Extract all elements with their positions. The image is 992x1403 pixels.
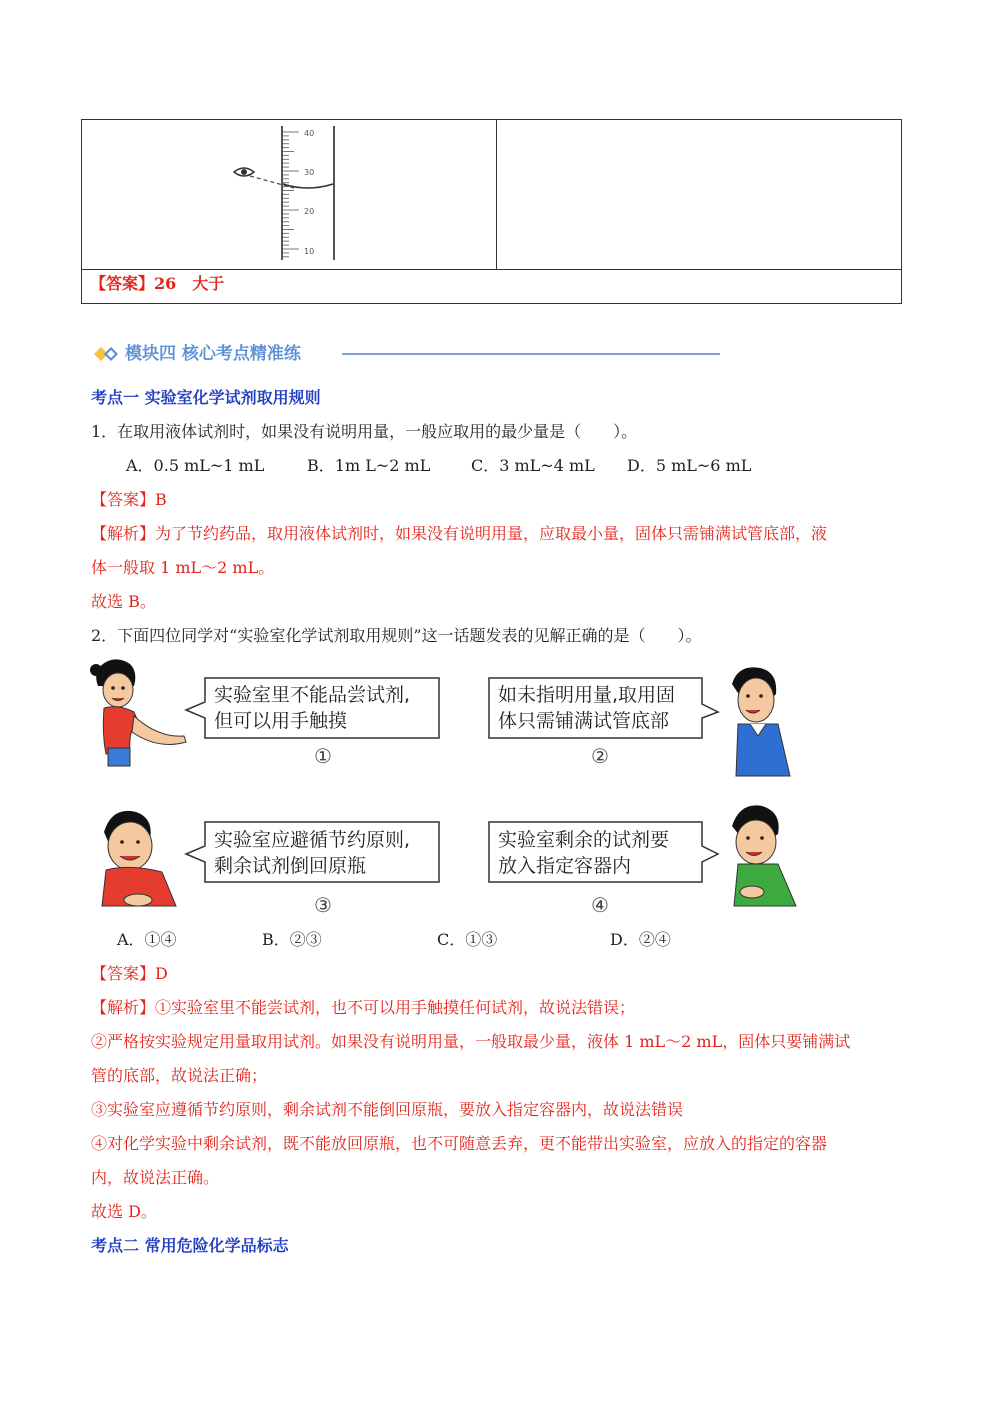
option-b: B．②③ <box>262 930 322 949</box>
students-illustration <box>88 656 808 924</box>
analysis-line: 内，故说法正确。 <box>91 1168 220 1187</box>
conclusion: 故选 B。 <box>91 592 156 611</box>
cylinder-tick-label: 30 <box>304 168 315 177</box>
option-c: C．3 mL~4 mL <box>471 456 595 475</box>
graduated-cylinder-illustration <box>232 124 352 266</box>
answer-label: 【答案】 <box>90 274 155 293</box>
table-answer <box>90 274 224 294</box>
analysis-line: 体一般取 1 mL～2 mL。 <box>91 558 275 577</box>
speech-bubble <box>186 678 439 768</box>
diamond-icon <box>92 345 122 363</box>
bubble-text: 实验室应避循节约原则, <box>214 829 411 851</box>
speech-bubble <box>489 822 718 917</box>
student-boy-green-icon <box>732 805 796 906</box>
table-row-divider <box>82 269 901 270</box>
student-boy-blue-icon <box>732 667 790 776</box>
option-d: D．②④ <box>610 930 671 949</box>
analysis-line: ③实验室应遵循节约原则，剩余试剂不能倒回原瓶，要放入指定容器内，故说法错误 <box>91 1100 684 1119</box>
section-title: 考点二 常用危险化学品标志 <box>91 1236 289 1255</box>
module-title: 模块四 核心考点精准练 <box>125 344 301 364</box>
question-stem: 1．在取用液体试剂时，如果没有说明用量，一般应取用的最少量是（ ）。 <box>91 422 638 441</box>
option-b: B．1m L~2 mL <box>307 456 431 475</box>
question-stem: 2．下面四位同学对“实验室化学试剂取用规则”这一话题发表的见解正确的是（ ）。 <box>91 626 702 645</box>
bubble-number: ① <box>314 744 332 768</box>
analysis-line: 【解析】①实验室里不能尝试剂，也不可以用手触摸任何试剂，故说法错误； <box>91 998 636 1017</box>
module-header <box>92 342 732 366</box>
speech-bubble <box>489 678 718 768</box>
cylinder-tick-label: 40 <box>304 129 315 138</box>
answer-value: 26 大于 <box>154 274 225 293</box>
bubble-text: 但可以用手触摸 <box>214 710 348 732</box>
cylinder-tick-label: 20 <box>304 207 315 216</box>
answer-table <box>81 119 902 304</box>
bubble-text: 放入指定容器内 <box>498 855 632 877</box>
bubble-number: ④ <box>591 893 609 917</box>
conclusion: 故选 D。 <box>91 1202 157 1221</box>
bubble-text: 剩余试剂倒回原瓶 <box>214 855 367 877</box>
analysis-line: 管的底部，故说法正确； <box>91 1066 268 1085</box>
bubble-number: ② <box>591 744 609 768</box>
module-rule <box>342 353 720 355</box>
option-a: A．①④ <box>117 930 177 949</box>
bubble-text: 体只需铺满试管底部 <box>498 710 670 732</box>
cylinder-tick-label: 10 <box>304 247 315 256</box>
speech-bubble <box>186 822 439 917</box>
analysis-line: 【解析】为了节约药品，取用液体试剂时，如果没有说明用量，应取最小量，固体只需铺满试管底部，液 <box>91 524 828 543</box>
student-boy-red-icon <box>102 811 176 906</box>
analysis-line: ④对化学实验中剩余试剂，既不能放回原瓶，也不可随意丢弃，更不能带出实验室，应放入的指定的容器 <box>91 1134 828 1153</box>
eye-icon <box>234 168 254 176</box>
bubble-text: 如未指明用量,取用固 <box>498 684 676 706</box>
bubble-number: ③ <box>314 893 332 917</box>
answer: 【答案】D <box>91 964 168 983</box>
table-column-divider <box>496 120 497 269</box>
analysis-line: ②严格按实验规定用量取用试剂。如果没有说明用量，一般取最少量，液体 1 mL～2 mL，固体只要铺满试 <box>91 1032 851 1051</box>
option-a: A．0.5 mL~1 mL <box>126 456 265 475</box>
section-title: 考点一 实验室化学试剂取用规则 <box>91 388 321 407</box>
option-c: C．①③ <box>437 930 498 949</box>
bubble-text: 实验室里不能品尝试剂, <box>214 684 411 706</box>
answer: 【答案】B <box>91 490 167 509</box>
option-d: D．5 mL~6 mL <box>627 456 752 475</box>
student-girl-icon <box>90 659 186 766</box>
bubble-text: 实验室剩余的试剂要 <box>498 829 670 851</box>
